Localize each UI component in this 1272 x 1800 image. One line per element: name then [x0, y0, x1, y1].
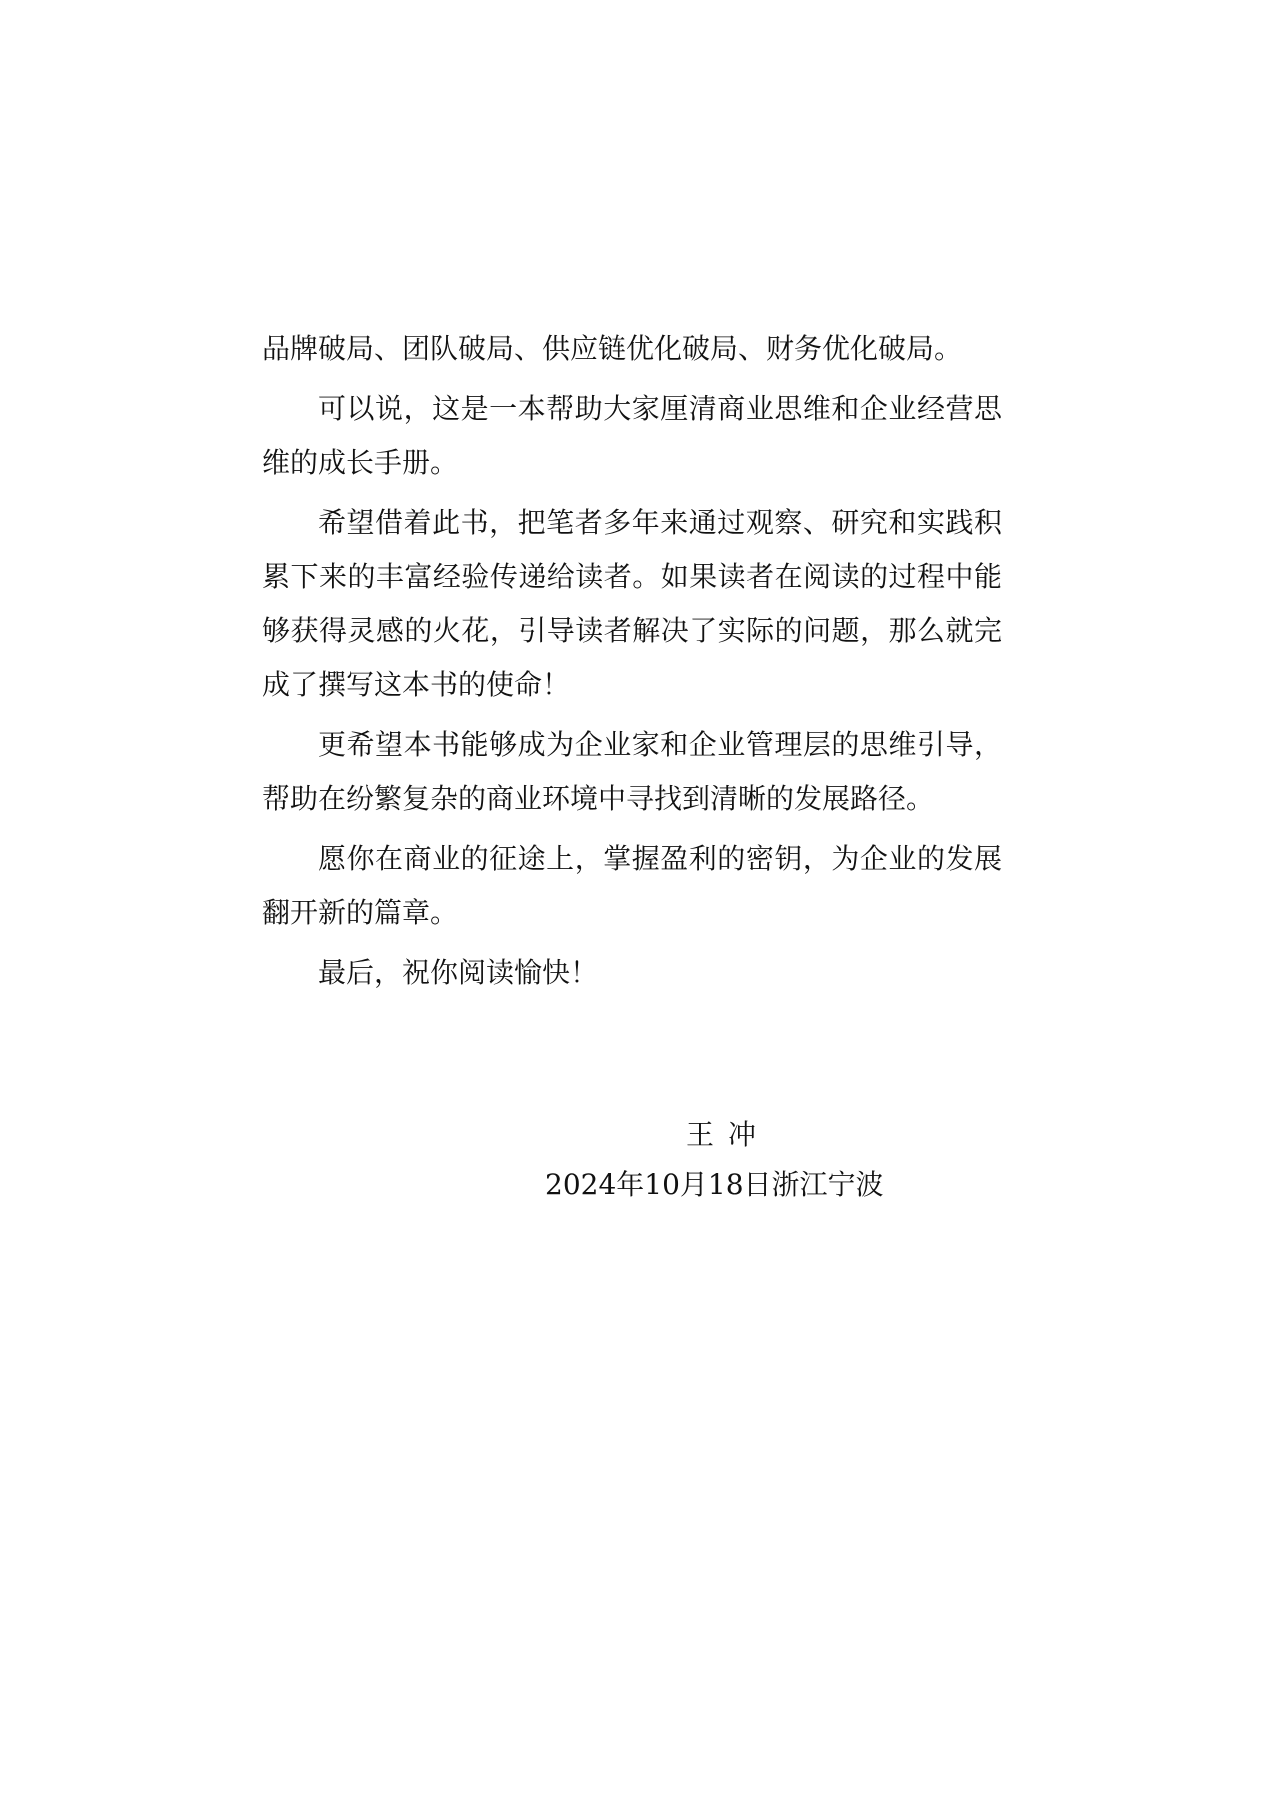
paragraph-growth-manual: 可以说，这是一本帮助大家厘清商业思维和企业经营思维的成长手册。	[262, 392, 1002, 479]
paragraph-wish: 愿你在商业的征途上，掌握盈利的密钥，为企业的发展翻开新的篇章。	[262, 842, 1002, 929]
paragraph-thinking-guide: 更希望本书能够成为企业家和企业管理层的思维引导，帮助在纷繁复杂的商业环境中寻找到清晰的发展路径。	[262, 728, 1002, 815]
paragraph-continuation: 品牌破局、团队破局、供应链优化破局、财务优化破局。	[262, 332, 963, 365]
signature-name: 王冲	[686, 1118, 771, 1151]
paragraph-closing: 最后，祝你阅读愉快！	[318, 956, 599, 989]
body-text	[262, 322, 1002, 1006]
paragraph-hope-experience: 希望借着此书，把笔者多年来通过观察、研究和实践积累下来的丰富经验传递给读者。如果读者在阅读的过程中能够获得灵感的火花，引导读者解决了实际的问题，那么就完成了撰写这本书的使命！	[262, 506, 1002, 701]
signature-date-place: 2024年10月18日浙江宁波	[545, 1168, 884, 1201]
